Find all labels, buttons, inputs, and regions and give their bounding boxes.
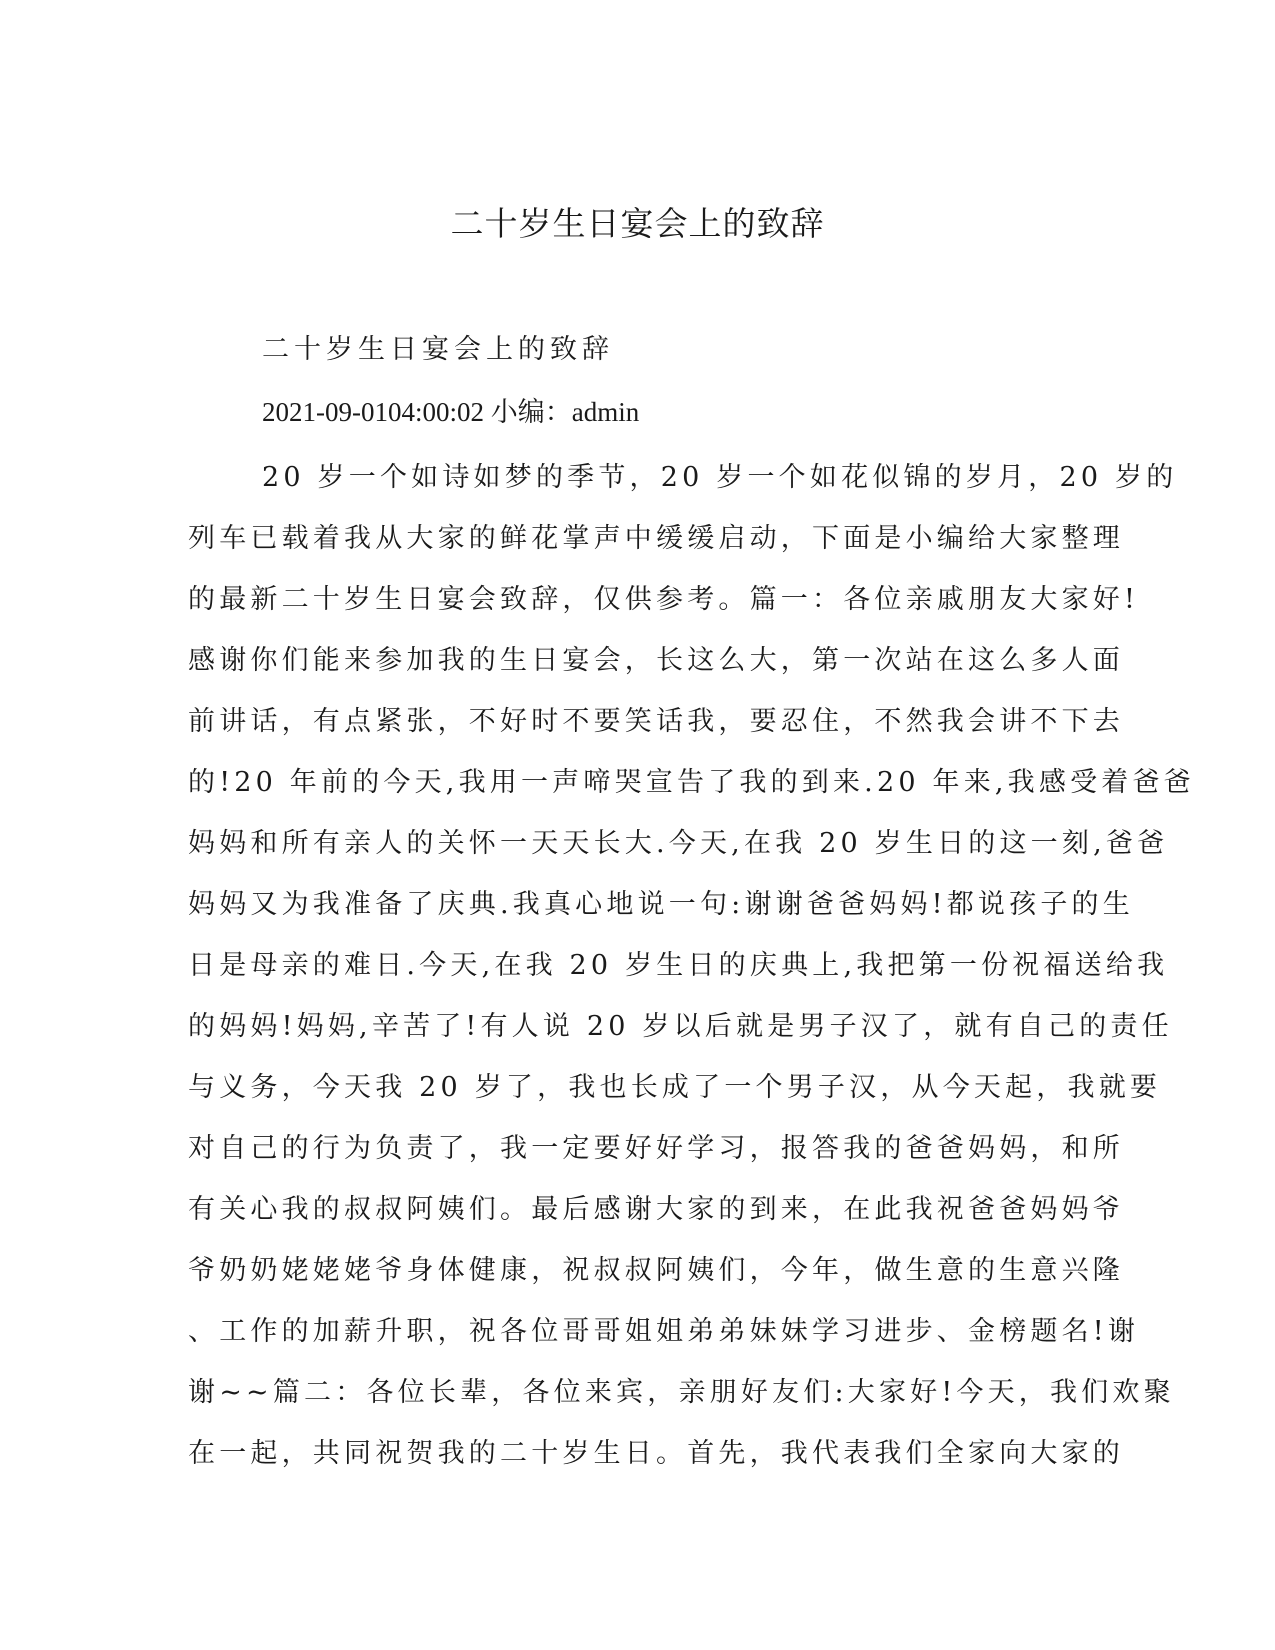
body-line: 的最新二十岁生日宴会致辞，仅供参考。篇一：各位亲戚朋友大家好! <box>188 584 1140 615</box>
body-line: 、工作的加薪升职，祝各位哥哥姐姐弟弟妹妹学习进步、金榜题名!谢 <box>188 1316 1140 1347</box>
body-line: 妈妈又为我准备了庆典.我真心地说一句:谢谢爸爸妈妈!都说孩子的生 <box>188 889 1134 920</box>
body-line: 感谢你们能来参加我的生日宴会，长这么大，第一次站在这么多人面 <box>188 645 1124 676</box>
body-line: 有关心我的叔叔阿姨们。最后感谢大家的到来，在此我祝爸爸妈妈爷 <box>188 1194 1124 1225</box>
document-title: 二十岁生日宴会上的致辞 <box>450 204 825 243</box>
article-body <box>188 460 1195 1497</box>
body-line: 日是母亲的难日.今天,在我 20 岁生日的庆典上,我把第一份祝福送给我 <box>188 950 1169 981</box>
body-line: 谢~~篇二：各位长辈，各位来宾，亲朋好友们:大家好!今天，我们欢聚 <box>188 1377 1175 1408</box>
article-subtitle: 二十岁生日宴会上的致辞 <box>262 334 614 365</box>
body-line: 20 岁一个如诗如梦的季节，20 岁一个如花似锦的岁月，20 岁的 <box>262 462 1178 493</box>
body-line: 的妈妈!妈妈,辛苦了!有人说 20 岁以后就是男子汉了，就有自己的责任 <box>188 1011 1173 1042</box>
body-line: 在一起，共同祝贺我的二十岁生日。首先，我代表我们全家向大家的 <box>188 1438 1124 1469</box>
article-meta: 2021-09-0104:00:02 小编：admin <box>262 397 640 427</box>
body-line: 爷奶奶姥姥姥爷身体健康，祝叔叔阿姨们，今年，做生意的生意兴隆 <box>188 1255 1124 1286</box>
body-line: 对自己的行为负责了，我一定要好好学习，报答我的爸爸妈妈，和所 <box>188 1133 1124 1164</box>
body-line: 前讲话，有点紧张，不好时不要笑话我，要忍住，不然我会讲不下去 <box>188 706 1124 737</box>
body-line: 的!20 年前的今天,我用一声啼哭宣告了我的到来.20 年来,我感受着爸爸 <box>188 767 1195 798</box>
body-line: 与义务，今天我 20 岁了，我也长成了一个男子汉，从今天起，我就要 <box>188 1072 1162 1103</box>
body-line: 妈妈和所有亲人的关怀一天天长大.今天,在我 20 岁生日的这一刻,爸爸 <box>188 828 1169 859</box>
body-line: 列车已载着我从大家的鲜花掌声中缓缓启动，下面是小编给大家整理 <box>188 523 1124 554</box>
